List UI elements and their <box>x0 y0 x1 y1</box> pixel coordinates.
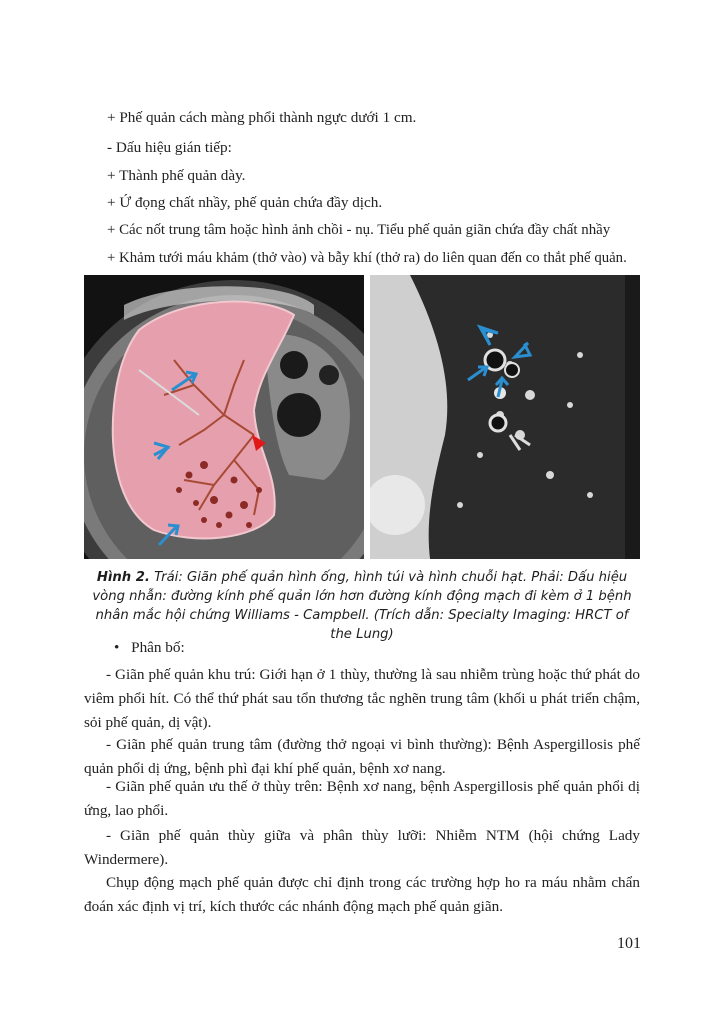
text-line: + Thành phế quản dày. <box>107 167 246 184</box>
section-heading: Phân bố: <box>131 639 185 656</box>
paragraph: - Giãn phế quản trung tâm (đường thở ngoại vi bình thường): Bệnh Aspergillosis phế quản phổi dị ứng, bệnh phì đại khí phế quản, bệnh xơ nang. <box>84 736 640 777</box>
page-number: 101 <box>617 935 641 952</box>
ct-image-left <box>84 275 364 559</box>
paragraph: - Giãn phế quản thùy giữa và phân thùy lưỡi: Nhiễm NTM (hội chứng Lady Windermere). <box>84 827 640 868</box>
text-line: + Khảm tưới máu khảm (thở vào) và bẫy khí (thở ra) do liên quan đến co thắt phế quản. <box>107 250 627 266</box>
text-line: + Phế quản cách màng phổi thành ngực dưới 1 cm. <box>107 109 417 126</box>
paragraph: - Giãn phế quản khu trú: Giới hạn ở 1 thùy, thường là sau nhiễm trùng hoặc thứ phát do viêm phổi hít. Có thể thứ phát sau tổn thương tắc nghẽn trung tâm (khối u phát triển chậm, sỏi phế quản, dị vật). <box>84 666 640 731</box>
caption-text: Trái: Giãn phế quản hình ống, hình túi và hình chuỗi hạt. Phải: Dấu hiệu vòng nhẫn: đường kính phế quản lớn hơn đường kính động mạch đi kèm ở 1 bệnh nhân mắc hội chứng Williams - Campbell. (Trích dẫn: Specialty Imaging: HRCT of the Lung) <box>92 570 632 642</box>
ct-image-right-drawing <box>370 275 640 559</box>
ct-image-right <box>370 275 640 559</box>
text-line: + Ứ đọng chất nhầy, phế quản chứa đầy dịch. <box>107 194 383 211</box>
caption-label: Hình 2. <box>96 570 150 585</box>
ct-image-left-drawing <box>84 275 364 559</box>
paragraph: - Giãn phế quản ưu thế ở thùy trên: Bệnh xơ nang, bệnh Aspergillosis phế quản phổi dị ứng, lao phổi. <box>84 778 640 819</box>
bullet-icon: • <box>114 639 120 656</box>
paragraph: Chụp động mạch phế quản được chỉ định trong các trường hợp ho ra máu nhằm chẩn đoán xác định vị trí, kích thước các nhánh động mạch phế quản giãn. <box>84 874 640 915</box>
text-line: + Các nốt trung tâm hoặc hình ảnh chồi - nụ. Tiểu phế quản giãn chứa đầy chất nhầy <box>107 222 611 238</box>
bullet-heading <box>114 638 185 658</box>
figure-caption <box>84 568 640 644</box>
figure-2 <box>84 275 640 559</box>
text-line: - Dấu hiệu gián tiếp: <box>107 139 232 156</box>
